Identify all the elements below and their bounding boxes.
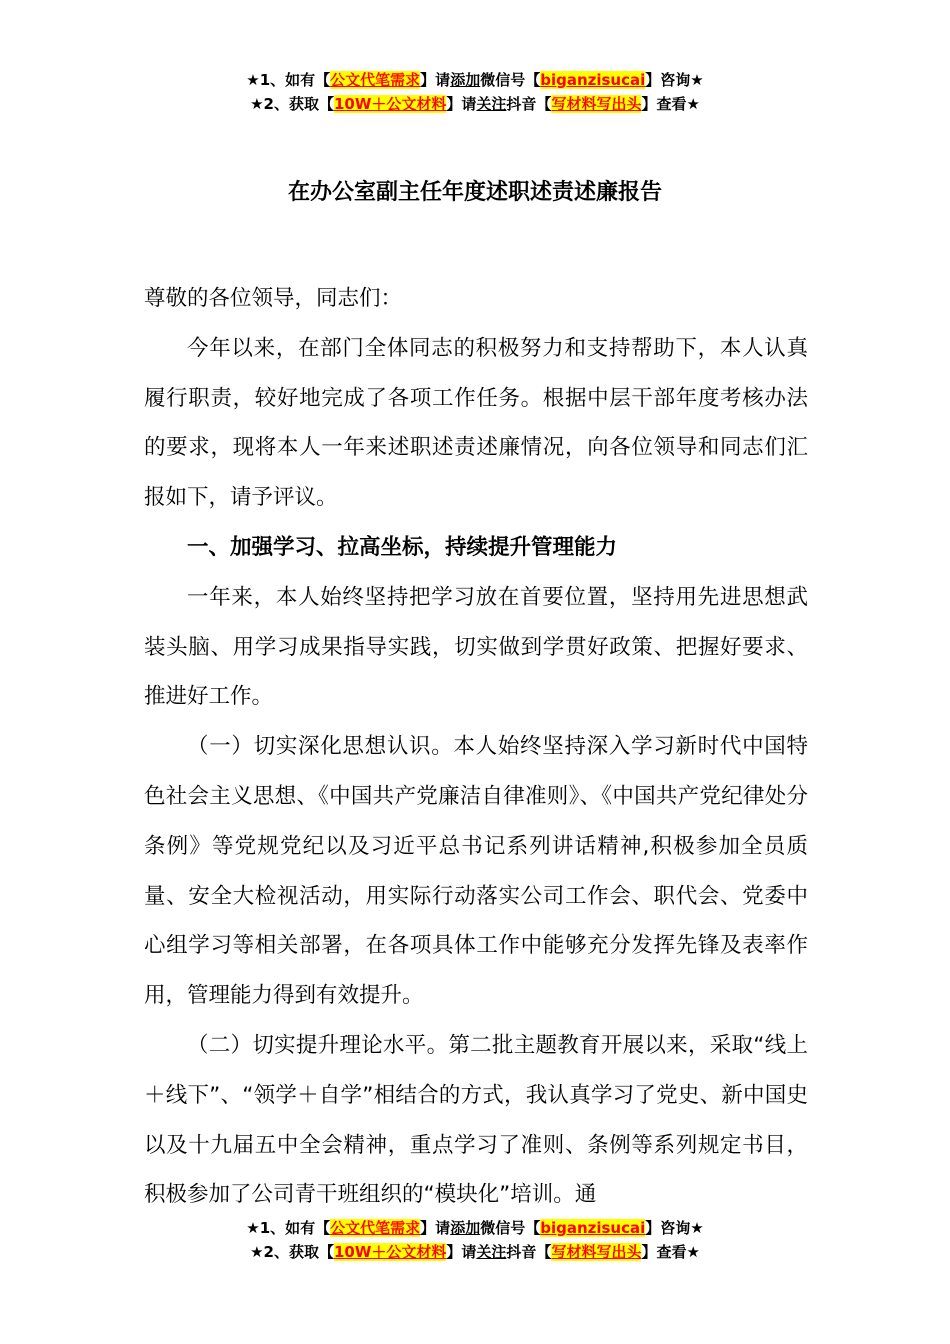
highlight-douyin: 写材料写出头 [551, 95, 642, 113]
promo-line-2: ★2、获取【10W＋公文材料】请关注抖音【写材料写出头】查看★ [250, 95, 700, 113]
highlight-materials: 10W＋公文材料 [333, 1243, 447, 1261]
salutation: 尊敬的各位领导，同志们： [144, 286, 403, 311]
highlight-materials: 10W＋公文材料 [333, 95, 447, 113]
promo-line-1: ★1、如有【公文代笔需求】请添加微信号【biganzisucai】咨询★ [246, 71, 704, 89]
highlight-wechat-id: biganzisucai [540, 1219, 646, 1237]
section-heading-1: 一、加强学习、拉高坐标，持续提升管理能力 [187, 534, 618, 560]
highlight-service: 公文代笔需求 [330, 71, 421, 89]
document-body [144, 274, 808, 1220]
section1-item1: （一）切实深化思想认识。本人始终坚持深入学习新时代中国特色社会主义思想、《中国共产党廉洁自律准则》、《中国共产党纪律处分条例》等党规党纪以及习近平总书记系列讲话精神,积极参加全员质量、安全大检视活动，用实际行动落实公司工作会、职代会、党委中心组学习等相关部署，在各项具体工作中能够充分发挥先锋及表率作用，管理能力得到有效提升。 [144, 734, 808, 1009]
promo-line-2: ★2、获取【10W＋公文材料】请关注抖音【写材料写出头】查看★ [250, 1243, 700, 1261]
promo-banner-bottom [0, 1216, 950, 1264]
highlight-service: 公文代笔需求 [330, 1219, 421, 1237]
intro-paragraph: 今年以来，在部门全体同志的积极努力和支持帮助下，本人认真履行职责，较好地完成了各项工作任务。根据中层干部年度考核办法的要求，现将本人一年来述职述责述廉情况，向各位领导和同志们汇报如下，请予评议。 [144, 335, 808, 511]
highlight-douyin: 写材料写出头 [551, 1243, 642, 1261]
document-title: 在办公室副主任年度述职述责述廉报告 [287, 180, 662, 205]
section1-intro: 一年来，本人始终坚持把学习放在首要位置，坚持用先进思想武装头脑、用学习成果指导实践，切实做到学贯好政策、把握好要求、推进好工作。 [144, 584, 808, 710]
highlight-wechat-id: biganzisucai [540, 71, 646, 89]
promo-banner-top [0, 68, 950, 116]
promo-line-1: ★1、如有【公文代笔需求】请添加微信号【biganzisucai】咨询★ [246, 1219, 704, 1237]
section1-item2: （二）切实提升理论水平。第二批主题教育开展以来，采取“线上＋线下”、“领学＋自学”相结合的方式，我认真学习了党史、新中国史以及十九届五中全会精神，重点学习了准则、条例等系列规定书目，积极参加了公司青干班组织的“模块化”培训。通 [144, 1032, 808, 1208]
